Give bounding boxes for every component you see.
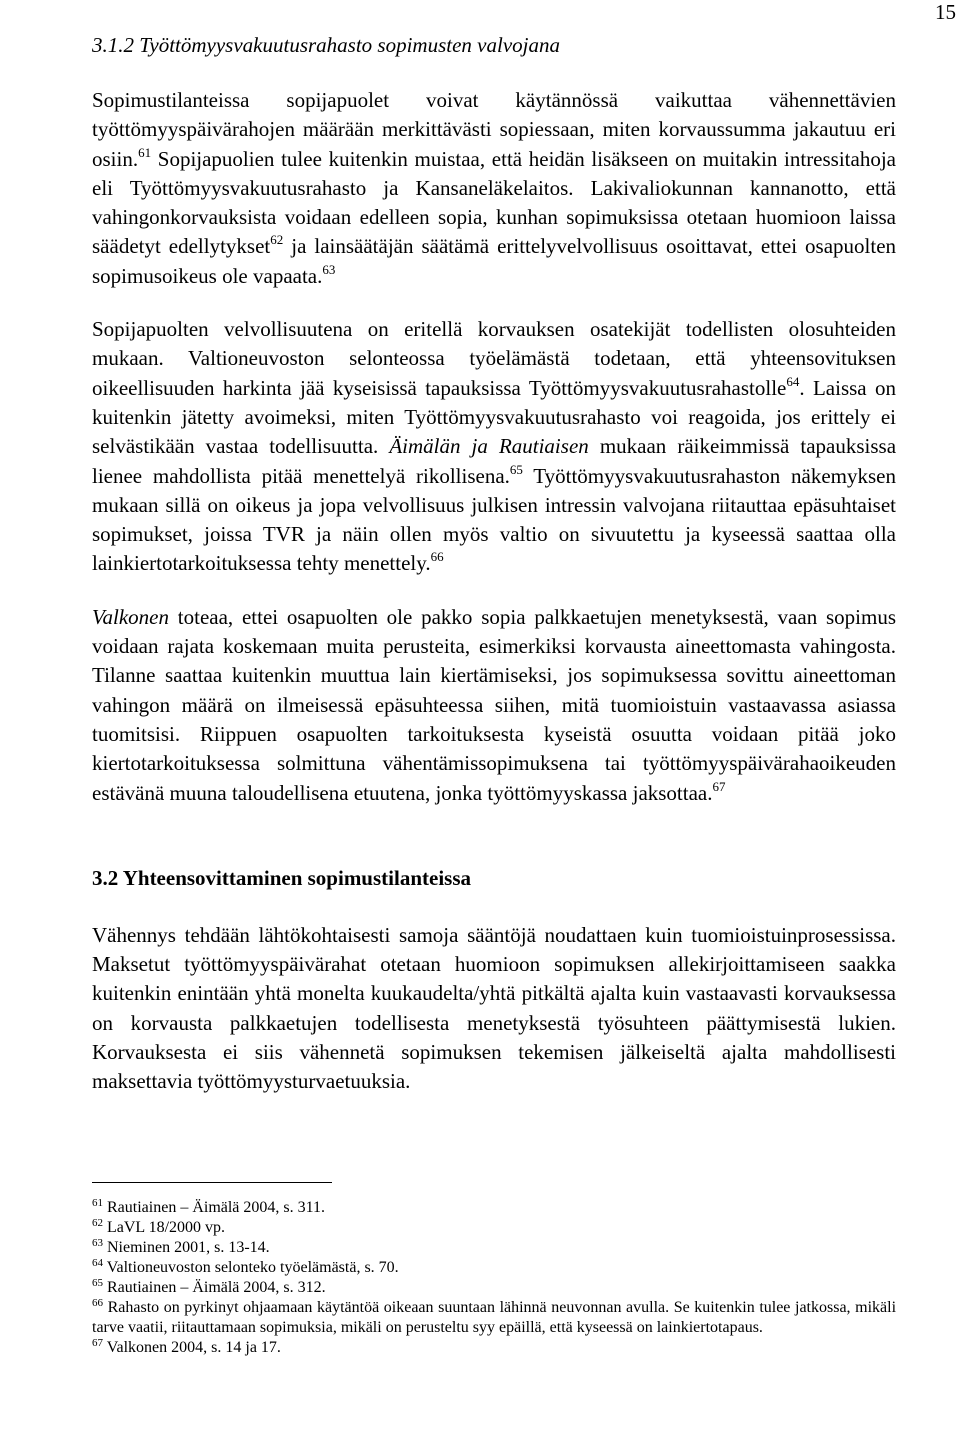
author-names: Äimälän ja Rautiaisen xyxy=(389,434,589,459)
footnote: $^{66}$ Rahasto on pyrkinyt ohjaamaan käytäntöä oikeaan suuntaan lähinnä neuvonnan avulla. Se kuitenkin tulee jatkossa, mikäli tarve vaatii, riitauttamaan sopimuksia, mikäli on perusteltu syy epäillä, että kyseessä on lainkiertotapaus. xyxy=(92,1297,897,1336)
page-number: 15 xyxy=(935,0,956,24)
footnote: $^{63}$ Nieminen 2001, s. 13-14. xyxy=(92,1237,270,1256)
paragraph: Sopijapuolten velvollisuutena on eritellä korvauksen osatekijät todellisten olosuhteiden mukaan. Valtioneuvoston selonteossa työelämästä todetaan, että yhteensovituksen oikeellisuuden harkinta jää kyseisissä tapauksissa Työttömyysvakuutusrahastolle$^{64}$. Laissa on kuitenkin jätetty avoimeksi, miten Työttömyysvakuutusrahasto voi reagoida, jos erittely ei selvästikään vastaa todellisuutta. Äimälän ja Rautiaisen mukaan räikeimmissä tapauksissa lienee mahdollista pitää menettelyä rikollisena.$^{65}$ Työttömyysvakuutusrahaston näkemyksen mukaan sillä on oikeus ja jopa velvollisuus julkisen intressin valvojana riitauttaa epäsuhtaiset sopimukset, joissa TVR ja näin ollen myös valtio on sivuutettu ja kyseessä saattaa olla lainkiertotarkoituksessa tehty menettely.$^{66}$ xyxy=(92,317,897,576)
section-heading-3-1-2: 3.1.2 Työttömyysvakuutusrahasto sopimusten valvojana xyxy=(92,33,560,57)
paragraph: Sopimustilanteissa sopijapuolet voivat käytännössä vaikuttaa vähennettävien työttömyyspäivärahojen määrään merkittävästi sopiessaan, miten korvaussumma jakautuu eri osiin.$^{61}$ Sopijapuolien tulee kuitenkin muistaa, että heidän lisäkseen on muitakin intressitahoja eli Työttömyysvakuutusrahasto ja Kansaneläkelaitos. Lakivaliokunnan kannanotto, että vahingonkorvauksista voidaan edelleen sopia, kunhan sopimuksissa otetaan huomioon laissa säädetyt edellytykset$^{62}$ ja lainsäätäjän säätämä erittelyvelvollisuus osoittavat, ettei osapuolten sopimusoikeus ole vapaata.$^{63}$ xyxy=(92,88,897,288)
footnote-ref[interactable]: 63 xyxy=(322,261,336,277)
footnote: $^{67}$ Valkonen 2004, s. 14 ja 17. xyxy=(92,1337,281,1356)
footnote: $^{65}$ Rautiainen – Äimälä 2004, s. 312. xyxy=(92,1277,326,1296)
footnote-ref[interactable]: 61 xyxy=(138,144,152,160)
section-heading-3-2: 3.2 Yhteensovittaminen sopimustilanteissa xyxy=(92,865,471,890)
author-name: Valkonen xyxy=(92,604,169,629)
footnote-ref[interactable]: 65 xyxy=(509,461,523,477)
paragraph: Vähennys tehdään lähtökohtaisesti samoja sääntöjä noudattaen kuin tuomioistuinprosessissa. Maksetut työttömyyspäivärahat otetaan huomioon sopimuksen allekirjoittamiseen saakka kuitenkin enintään yhtä monelta kuukaudelta/yhtä pitkältä ajalta kuin vastaavasti korvauksessa on korvausta palkkaetujen todellisesta menetyksestä työsuhteen päättymisestä lukien. Korvauksesta ei siis vähennetä sopimuksen tekemisen jälkeiseltä ajalta mahdollisesti maksettavia työttömyysturvaetuuksia. xyxy=(92,922,896,1094)
footnote-ref[interactable]: 64 xyxy=(786,373,800,389)
page-content xyxy=(92,30,896,1121)
footnote: $^{62}$ LaVL 18/2000 vp. xyxy=(92,1217,226,1236)
footnotes xyxy=(92,1198,896,1358)
footnote-divider xyxy=(92,1182,332,1183)
footnote: $^{64}$ Valtioneuvoston selonteko työelämästä, s. 70. xyxy=(92,1257,399,1276)
footnote-ref[interactable]: 62 xyxy=(270,232,284,248)
footnote: $^{61}$ Rautiainen – Äimälä 2004, s. 311. xyxy=(92,1197,326,1216)
footnote-ref[interactable]: 66 xyxy=(430,549,444,565)
paragraph: Valkonen toteaa, ettei osapuolten ole pakko sopia palkkaetujen menetyksestä, vaan sopimus voidaan rajata koskemaan muita perusteita, esimerkiksi korvausta aineettomasta vahingosta. Tilanne saattaa kuitenkin muuttua lain kiertämiseksi, jos sopimuksessa sovittu aineettoman vahingon määrä on ilmeisessä epäsuhteessa siihen, mitä tuomioistuin vastaavassa asiassa tuomitsisi. Riippuen osapuolten tarkoituksesta kyseistä osuutta voidaan pitää joko kiertotarkoituksessa solmittuna vähentämissopimuksena tai työttömyyspäivärahaoikeuden estävänä muuna taloudellisena etuutena, jonka työttömyyskassa jaksottaa.$^{67}$ xyxy=(92,604,897,805)
footnote-ref[interactable]: 67 xyxy=(712,778,726,794)
